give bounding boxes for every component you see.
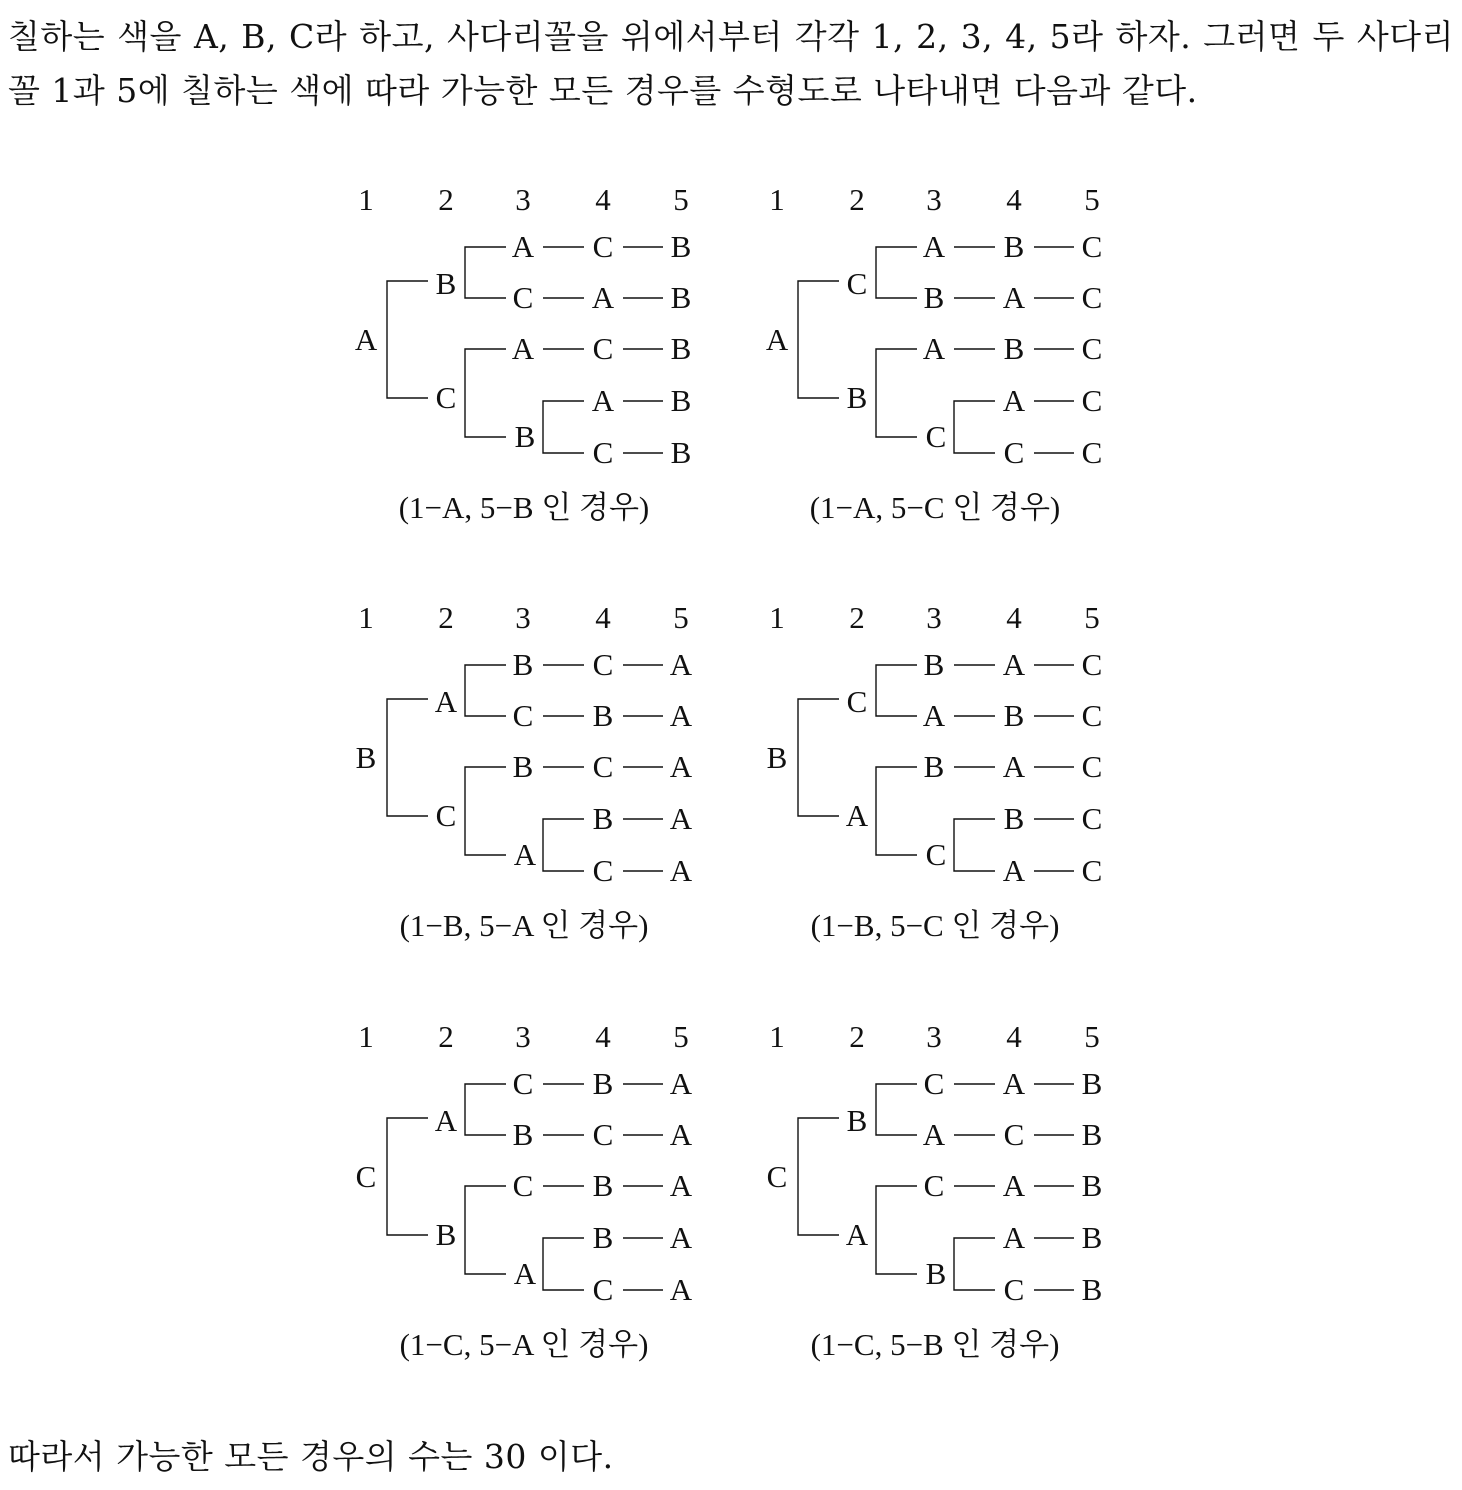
branch-bracket [387,699,428,816]
tree-diagram [356,1017,716,1367]
leaf-node: A [1002,749,1026,784]
branch-node: C [435,798,457,833]
leaf-node: B [1081,1168,1103,1203]
column-header: 2 [849,182,865,217]
branch-bracket [876,665,917,716]
tree-diagram [356,598,716,948]
leaf-node: B [1081,1117,1103,1152]
leaf-node: C [592,435,614,470]
branch-node: A [845,1217,869,1252]
leaf-node: C [592,331,614,366]
leaf-node: C [592,229,614,264]
leaf-node: B [670,229,692,264]
leaf-node: A [669,1220,693,1255]
leaf-node: C [1081,435,1103,470]
leaf-node: A [669,1066,693,1101]
leaf-node: C [1081,383,1103,418]
column-header: 1 [769,1019,785,1054]
branch-bracket [465,1084,506,1135]
leaf-node: A [1002,280,1026,315]
leaf-node: B [592,1066,614,1101]
leaf-node: A [1002,853,1026,888]
leaf-node: C [1003,1272,1025,1307]
leaf-node: B [670,435,692,470]
leaf-node: B [1003,698,1025,733]
leaf-node: B [1003,229,1025,264]
column-header: 3 [515,182,531,217]
branch-bracket [465,349,506,437]
branch-node: C [925,419,947,454]
tree-caption: (1−A, 5−B 인 경우) [398,490,650,525]
leaf-node: A [669,1117,693,1152]
branch-node: C [846,684,868,719]
branch-node: C [846,266,868,301]
branch-bracket [543,1238,584,1290]
leaf-node: C [1081,280,1103,315]
leaf-node: A [1002,1066,1026,1101]
leaf-node: B [670,331,692,366]
leaf-node: A [922,698,946,733]
leaf-node: A [591,383,615,418]
branch-node: B [846,380,868,415]
branch-node: A [845,798,869,833]
branch-node: A [513,1256,537,1291]
tree-caption: (1−B, 5−C 인 경우) [810,908,1060,943]
leaf-node: C [512,698,534,733]
column-header: 2 [438,600,454,635]
intro-paragraph: 칠하는 색을 A, B, C라 하고, 사다리꼴을 위에서부터 각각 1, 2, 3, 4, 5라 하자. 그러면 두 사다리꼴 1과 5에 칠하는 색에 따라 가능한 모든 경우를 수형도로 나타내면 다음과 같다. [8,17,1454,110]
column-header: 1 [358,600,374,635]
leaf-node: A [669,1168,693,1203]
column-header: 1 [769,600,785,635]
tree-diagram [767,180,1127,530]
leaf-node: A [1002,647,1026,682]
branch-bracket [798,1118,839,1235]
leaf-node: B [923,749,945,784]
leaf-node: A [922,229,946,264]
leaf-node: B [592,801,614,836]
column-header: 2 [438,1019,454,1054]
leaf-node: B [592,1220,614,1255]
branch-bracket [543,819,584,871]
column-header: 5 [1084,600,1100,635]
leaf-node: B [923,647,945,682]
leaf-node: C [1081,647,1103,682]
leaf-node: C [512,280,534,315]
leaf-node: B [923,280,945,315]
column-header: 2 [438,182,454,217]
leaf-node: C [1081,749,1103,784]
leaf-node: C [1081,229,1103,264]
leaf-node: C [1003,1117,1025,1152]
column-header: 2 [849,1019,865,1054]
leaf-node: A [669,801,693,836]
leaf-node: B [512,749,534,784]
tree-caption: (1−B, 5−A 인 경우) [399,908,649,943]
column-header: 4 [595,600,611,635]
branch-bracket [387,281,428,398]
column-header: 3 [926,600,942,635]
tree-diagram [356,180,716,530]
leaf-node: B [592,1168,614,1203]
branch-node: B [846,1103,868,1138]
leaf-node: B [1003,801,1025,836]
branch-node: B [435,1217,457,1252]
leaf-node: B [1081,1066,1103,1101]
leaf-node: C [592,1272,614,1307]
branch-bracket [465,665,506,716]
branch-node: A [513,837,537,872]
leaf-node: C [592,749,614,784]
tree-diagram [767,598,1127,948]
leaf-node: A [511,331,535,366]
root-node: C [355,1159,377,1194]
column-header: 4 [1006,182,1022,217]
leaf-node: C [512,1066,534,1101]
column-header: 1 [358,1019,374,1054]
leaf-node: A [511,229,535,264]
branch-bracket [465,767,506,855]
branch-bracket [876,767,917,855]
column-header: 4 [1006,600,1022,635]
leaf-node: C [1081,698,1103,733]
branch-bracket [465,1186,506,1274]
branch-bracket [876,247,917,298]
branch-bracket [876,1186,917,1274]
leaf-node: C [592,647,614,682]
branch-bracket [954,1238,995,1290]
leaf-node: B [1081,1272,1103,1307]
leaf-node: A [591,280,615,315]
leaf-node: B [670,383,692,418]
leaf-node: C [512,1168,534,1203]
leaf-node: C [1081,801,1103,836]
leaf-node: B [592,698,614,733]
branch-node: B [925,1256,947,1291]
leaf-node: C [923,1168,945,1203]
column-header: 5 [673,600,689,635]
branch-bracket [543,401,584,453]
leaf-node: A [1002,1220,1026,1255]
conclusion-paragraph: 따라서 가능한 모든 경우의 수는 30 이다. [8,1437,614,1476]
column-header: 4 [595,182,611,217]
leaf-node: A [669,698,693,733]
leaf-node: C [1081,331,1103,366]
column-header: 5 [1084,1019,1100,1054]
root-node: C [766,1159,788,1194]
tree-diagram [767,1017,1127,1367]
leaf-node: C [1081,853,1103,888]
branch-bracket [465,247,506,298]
root-node: A [765,322,789,357]
branch-bracket [876,349,917,437]
branch-bracket [954,819,995,871]
leaf-node: C [592,1117,614,1152]
column-header: 3 [515,1019,531,1054]
root-node: A [354,322,378,357]
tree-caption: (1−C, 5−A 인 경우) [399,1327,649,1362]
leaf-node: C [592,853,614,888]
column-header: 5 [1084,182,1100,217]
tree-caption: (1−A, 5−C 인 경우) [809,490,1061,525]
branch-bracket [798,281,839,398]
column-header: 3 [515,600,531,635]
branch-node: A [434,1103,458,1138]
leaf-node: B [670,280,692,315]
column-header: 3 [926,182,942,217]
tree-caption: (1−C, 5−B 인 경우) [810,1327,1060,1362]
branch-node: B [514,419,536,454]
branch-node: C [435,380,457,415]
leaf-node: A [1002,383,1026,418]
branch-bracket [387,1118,428,1235]
leaf-node: C [923,1066,945,1101]
leaf-node: A [922,1117,946,1152]
branch-bracket [954,401,995,453]
leaf-node: A [669,853,693,888]
column-header: 1 [358,182,374,217]
leaf-node: A [669,647,693,682]
branch-node: A [434,684,458,719]
column-header: 3 [926,1019,942,1054]
leaf-node: C [1003,435,1025,470]
column-header: 4 [1006,1019,1022,1054]
root-node: B [355,740,377,775]
leaf-node: B [512,1117,534,1152]
leaf-node: A [922,331,946,366]
leaf-node: A [669,1272,693,1307]
leaf-node: A [1002,1168,1026,1203]
branch-bracket [798,699,839,816]
leaf-node: B [512,647,534,682]
column-header: 4 [595,1019,611,1054]
branch-node: B [435,266,457,301]
leaf-node: B [1081,1220,1103,1255]
leaf-node: A [669,749,693,784]
leaf-node: B [1003,331,1025,366]
column-header: 5 [673,1019,689,1054]
branch-bracket [876,1084,917,1135]
column-header: 2 [849,600,865,635]
branch-node: C [925,837,947,872]
column-header: 1 [769,182,785,217]
root-node: B [766,740,788,775]
column-header: 5 [673,182,689,217]
